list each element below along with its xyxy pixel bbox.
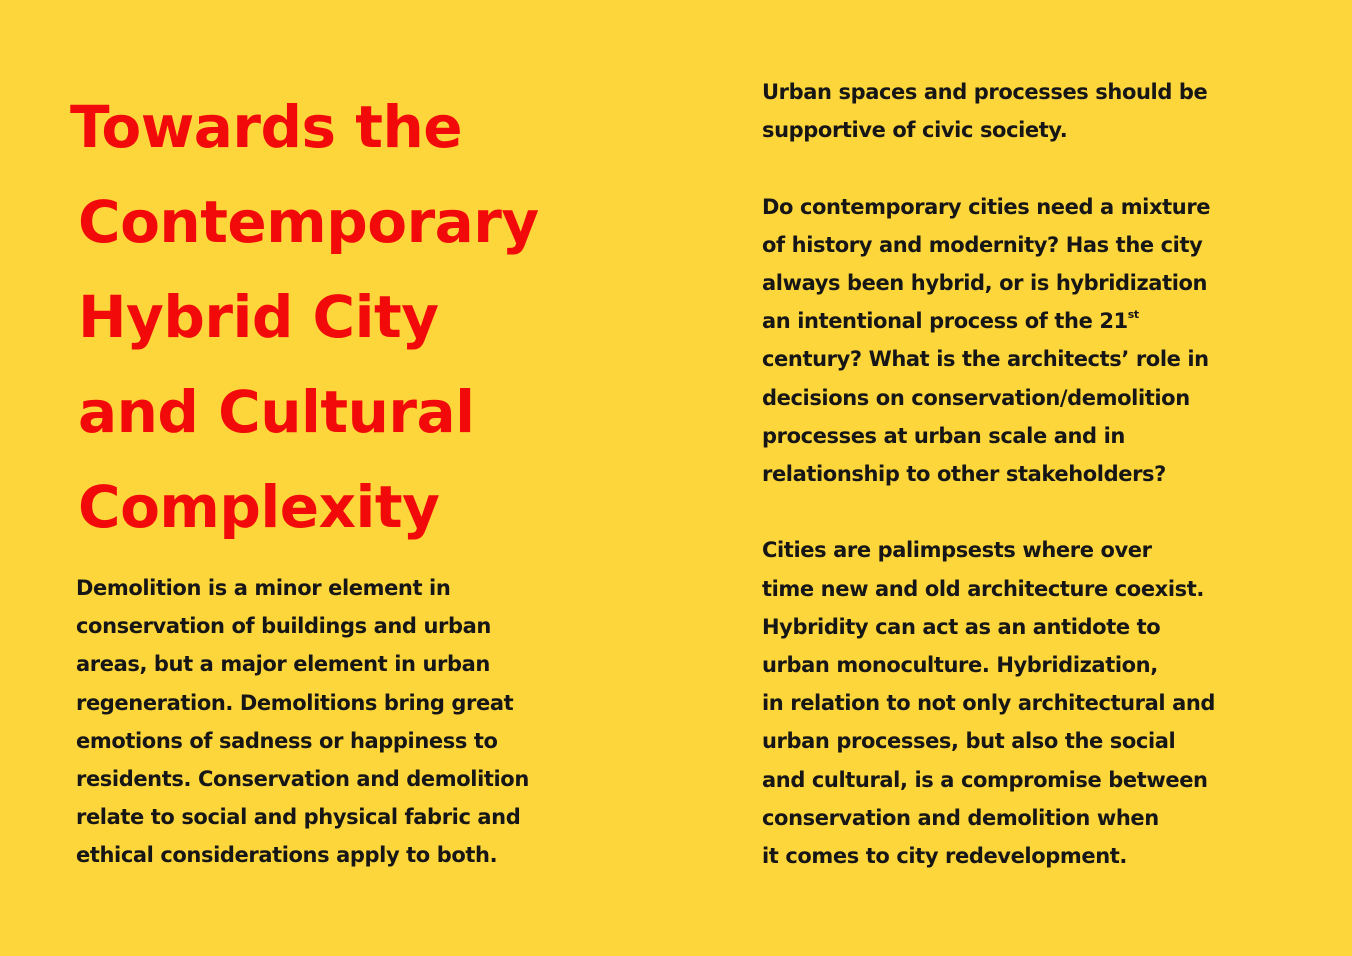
paragraph-line: in relation to not only architectural and: [762, 691, 1216, 716]
paragraph-line: century? What is the architects’ role in: [762, 347, 1209, 372]
palimpsest-paragraph: [762, 531, 1322, 875]
paragraph-line: emotions of sadness or happiness to: [76, 728, 498, 753]
paragraph-line: Do contemporary cities need a mixture: [762, 194, 1211, 219]
title-line: Towards the: [70, 93, 463, 161]
paragraph-line: decisions on conservation/demolition: [762, 385, 1190, 410]
paragraph-line: relate to social and physical fabric and: [76, 805, 521, 830]
paragraph-line: relationship to other stakeholders?: [762, 462, 1166, 487]
ordinal-superscript: st: [1127, 308, 1139, 322]
paragraph-line: of history and modernity? Has the city: [762, 232, 1203, 257]
paragraph-line: processes at urban scale and in: [762, 423, 1125, 448]
paragraph-line: conservation of buildings and urban: [76, 614, 491, 639]
paragraph-line: time new and old architecture coexist.: [762, 576, 1204, 601]
civic-society-paragraph: [762, 73, 1322, 149]
paragraph-line: areas, but a major element in urban: [76, 652, 490, 677]
paragraph-line: urban monoculture. Hybridization,: [762, 653, 1158, 678]
paragraph-line: conservation and demolition when: [762, 805, 1159, 830]
intro-paragraph: [76, 569, 636, 875]
paragraph-line: regeneration. Demolitions bring great: [76, 690, 514, 715]
paragraph-line: it comes to city redevelopment.: [762, 844, 1127, 869]
paragraph-line: Urban spaces and processes should be: [762, 80, 1208, 104]
title-line: Complexity: [78, 473, 440, 541]
paragraph-line: always been hybrid, or is hybridization: [762, 271, 1208, 295]
paragraph-line: Hybridity can act as an antidote to: [762, 614, 1161, 639]
title-line: Hybrid City: [78, 283, 439, 351]
page-title: [70, 80, 670, 555]
paragraph-line: ethical considerations apply to both.: [76, 843, 498, 868]
right-column: [762, 73, 1322, 875]
questions-paragraph: [762, 188, 1322, 494]
paragraph-line: [762, 302, 1322, 340]
paragraph-line: residents. Conservation and demolition: [76, 767, 529, 792]
paragraph-line: Demolition is a minor element in: [76, 576, 451, 600]
paragraph-line: supportive of civic society.: [762, 118, 1068, 143]
paragraph-line-text: an intentional process of the 21: [762, 309, 1128, 334]
paragraph-line: and cultural, is a compromise between: [762, 767, 1208, 792]
paragraph-line: Cities are palimpsests where over: [762, 538, 1152, 563]
title-line: and Cultural: [78, 378, 475, 446]
paragraph-line: urban processes, but also the social: [762, 729, 1176, 754]
title-line: Contemporary: [78, 188, 539, 256]
